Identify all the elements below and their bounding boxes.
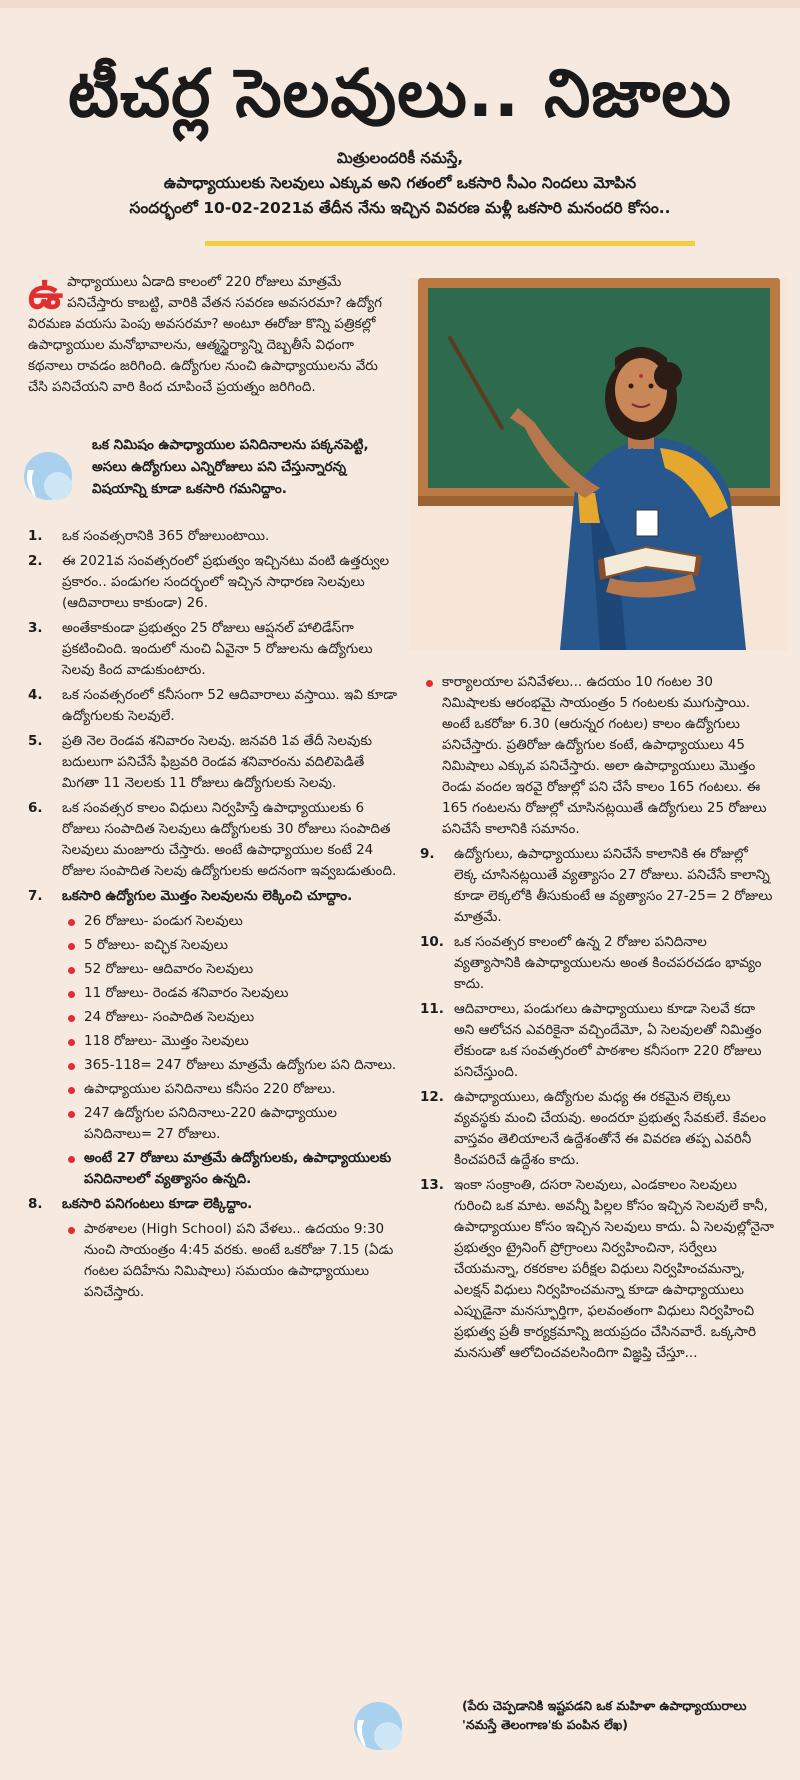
drop-cap: ఉ <box>28 268 64 319</box>
list-item: 6. ఒక సంవత్సర కాలం విధులు నిర్వహిస్తే ఉపాధ్యాయులకు 6 రోజులు సంపాదిత సెలవులు ఉద్యోగులకు 30 రోజులు సంపాదిత సెలవులు మంజూరు చేస్తారు. అంటే ఉపాధ్యాయుల కంటే 24 రోజుల సంపాదిత సెలవు ఉద్యోగులకు అదనంగా ఇవ్వబడుతుంది. <box>28 800 397 879</box>
teacher-illustration <box>410 278 788 650</box>
list-item: 11. ఆదివారాలు, పండుగలు ఉపాధ్యాయులు కూడా సెలవే కదా అని ఆలోచన ఎవరికైనా వచ్చిందేమో, ఏ సెలవులతో నిమిత్తం లేకుండా ఒక సంవత్సరంలో పాఠశాల కనీసంగా 220 రోజులు పనిచేస్తుంది. <box>420 1001 762 1080</box>
numbered-list-left <box>28 526 400 1303</box>
right-column <box>420 672 775 1368</box>
intro-greeting: మిత్రులందరికీ నమస్తే, <box>336 149 464 167</box>
lead-text: పాధ్యాయులు ఏడాది కాలంలో 220 రోజులు మాత్రమే పనిచేస్తారు కాబట్టి, వారికి వేతన సవరణ అవసరమా? ఉద్యోగ విరమణ వయసు పెంపు అవసరమా? అంటూ ఈరోజు కొన్ని పత్రికల్లో ఉపాధ్యాయుల మనోభావాలను, ఆత్మస్థైర్యాన్ని దెబ్బతీసే విధంగా కథనాలు రావడం జరిగింది. ఉద్యోగుల నుంచి ఉపాధ్యాయులను వేరు చేసి పనిచేయని వారి కింద చూపించే ప్రయత్నం జరిగింది. <box>28 274 383 395</box>
list-item: 3. అంతేకాకుండా ప్రభుత్వం 25 రోజులు ఆప్షనల్ హాలిడేస్‌గా ప్రకటించింది. ఇందులో నుంచి ఏవైనా 5 రోజులను ఉద్యోగులు సెలవు కింద వాడుకుంటారు. <box>28 620 373 678</box>
numbered-list-right <box>420 844 775 1364</box>
pull-quote: ఒక నిమిషం ఉపాధ్యాయుల పనిదినాలను పక్కనపెట్టి, అసలు ఉద్యోగులు ఎన్నిరోజులు పని చేస్తున్నారన్న విషయాన్ని కూడా ఒకసారి గమనిద్దాం. <box>92 437 369 497</box>
list-item-7: 7. ఒకసారి ఉద్యోగుల మొత్తం సెలవులను లెక్కించి చూద్దాం. 26 రోజులు- పండుగ సెలవులు 5 రోజులు- ఐచ్ఛిక సెలవులు 52 రోజులు- ఆదివారం సెలవులు 11 రోజులు- రెండవ శనివారం సెలవులు 24 రోజులు- సంపాదిత సెలవులు 118 రోజులు- మొత్తం సెలవులు 365-118= 247 రోజులు మాత్రమే ఉద్యోగుల పని దినాలు. ఉపాధ్యాయుల పనిదినాలు కనీసం 220 రోజులు. 247 ఉద్యోగుల పనిదినాలు-220 ఉపాధ్యాయుల పనిదినాలు= 27 రోజులు. అంటే 27 రోజులు మాత్రమే ఉద్యోగులకు, ఉపాధ్యాయులకు పనిదినాలలో వ్యత్యాసం ఉన్నది. <box>28 886 400 1190</box>
lead-paragraph <box>28 268 400 398</box>
bullet-item: 24 రోజులు- సంపాదిత సెలవులు <box>62 1007 400 1028</box>
id-card <box>636 510 658 536</box>
list-item: 1. ఒక సంవత్సరానికి 365 రోజులుంటాయి. <box>28 528 270 544</box>
intro-line-2: ఉపాధ్యాయులకు సెలవులు ఎక్కువ అని గతంలో ఒకసారి సీఎం నిందలు మోపిన <box>163 174 637 192</box>
item7-heading: ఒకసారి ఉద్యోగుల మొత్తం సెలవులను లెక్కించి చూద్దాం. <box>62 888 353 904</box>
working-hours-list <box>62 1219 400 1303</box>
list-item-8: 8. ఒకసారి పనిగంటలు కూడా లెక్కిద్దాం. పాఠశాలల (High School) పని వేళలు.. ఉదయం 9:30 నుంచి సాయంత్రం 4:45 వరకు. అంటే ఒకరోజు 7.15 (ఏడు గంటల పదిహేను నిమిషాలు) సమయం ఉపాధ్యాయులు పనిచేస్తారు. <box>28 1194 400 1303</box>
list-item: 10. ఒక సంవత్సర కాలంలో ఉన్న 2 రోజుల పనిదినాల వ్యత్యాసానికి ఉపాధ్యాయులను అంత కించపరచడం భావ్యం కాదు. <box>420 934 762 992</box>
list-item: 9. ఉద్యోగులు, ఉపాధ్యాయులు పనిచేసే కాలానికి ఈ రోజుల్లో లెక్క చూసినట్లయితే వ్యత్యాసం 27 రోజులు. పనిచేసే కాలాన్ని కూడా లెక్కలోకి తీసుకుంటే ఆ వ్యత్యాసం 27-25= 2 రోజులు మాత్రమే. <box>420 846 773 925</box>
office-hours-list <box>420 672 775 840</box>
bullet-item: 365-118= 247 రోజులు మాత్రమే ఉద్యోగుల పని దినాలు. <box>62 1055 400 1076</box>
letter-credit: (పేరు చెప్పడానికి ఇష్టపడని ఒక మహిళా ఉపాధ్యాయురాలు 'నమస్తే తెలంగాణ'కు పంపిన లేఖ) <box>462 1698 747 1732</box>
speech-bubble-icon <box>14 450 76 508</box>
yellow-divider <box>205 241 695 246</box>
bullet-item: ఉపాధ్యాయుల పనిదినాలు కనీసం 220 రోజులు. <box>62 1079 400 1100</box>
bullet-item: 26 రోజులు- పండుగ సెలవులు <box>62 911 400 932</box>
bullet-item: కార్యాలయాల పనివేళలు... ఉదయం 10 గంటల 30 నిమిషాలకు ఆరంభమై సాయంత్రం 5 గంటలకు ముగుస్తాయి. అంటే ఒకరోజు 6.30 (ఆరున్నర గంటల) కాలం ఉద్యోగులు పనిచేస్తారు. ప్రతిరోజు ఉద్యోగుల కంటే, ఉపాధ్యాయులు 45 నిమిషాలు ఎక్కువ పనిచేస్తారు. అలా ఉపాధ్యాయులు మొత్తం రెండు వందల ఇరవై రోజుల్లో పని చేసే కాలం 165 గంటలు. ఈ 165 గంటలను రోజుల్లో చూసినట్లయితే ఉద్యోగులు 25 రోజులు పనిచేసే కాలానికి సమానం. <box>420 672 775 840</box>
bullet-item: 118 రోజులు- మొత్తం సెలవులు <box>62 1031 400 1052</box>
speech-bubble-icon <box>344 1698 406 1756</box>
list-item: 12. ఉపాధ్యాయులు, ఉద్యోగుల మధ్య ఈ రకమైన లెక్కలు వ్యవస్థకు మంచి చేయవు. అందరూ ప్రభుత్వ సేవకులే. కేవలం వాస్తవం తెలియాలనే ఉద్దేశంతోనే ఈ వివరణ తప్ప ఎవరినీ కించపరిచే ఉద్దేశం కాదు. <box>420 1089 766 1168</box>
bullet-item: 52 రోజులు- ఆదివారం సెలవులు <box>62 959 400 980</box>
bullet-item-bold: అంటే 27 రోజులు మాత్రమే ఉద్యోగులకు, ఉపాధ్యాయులకు పనిదినాలలో వ్యత్యాసం ఉన్నది. <box>62 1148 400 1190</box>
intro-block <box>30 146 770 221</box>
bullet-item: 247 ఉద్యోగుల పనిదినాలు-220 ఉపాధ్యాయుల పనిదినాలు= 27 రోజులు. <box>62 1103 400 1145</box>
leave-breakdown-list <box>62 911 400 1190</box>
list-item: 5. ప్రతి నెల రెండవ శనివారం సెలవు. జనవరి 1వ తేదీ సెలవుకు బదులుగా పనిచేసే ఫిబ్రవరి రెండవ శనివారంను వదిలిపెడితే మిగతా 11 నెలలకు 11 రోజులు ఉద్యోగులకు సెలవు. <box>28 733 373 791</box>
intro-line-3: సందర్భంలో 10-02-2021వ తేదీన నేను ఇచ్చిన వివరణ మళ్లీ ఒకసారి మనందరి కోసం.. <box>129 199 671 217</box>
list-item: 4. ఒక సంవత్సరంలో కనీసంగా 52 ఆదివారాలు వస్తాయి. ఇవి కూడా ఉద్యోగులకు సెలవులే. <box>28 687 398 724</box>
item8-heading: ఒకసారి పనిగంటలు కూడా లెక్కిద్దాం. <box>62 1196 253 1212</box>
left-column <box>28 268 400 1307</box>
list-item: 13. ఇంకా సంక్రాంతి, దసరా సెలవులు, ఎండకాలం సెలవులు గురించి ఒక మాట. అవన్నీ పిల్లల కోసం ఇచ్చిన సెలవులే కానీ, ఉపాధ్యాయుల కోసం ఇచ్చిన సెలవులు కాదు. ఏ సెలవుల్లోనైనా ప్రభుత్వం ట్రైనింగ్ ప్రోగ్రాంలు నిర్వహించినా, సర్వేలు చేయమన్నా, రకరకాల పరీక్షల విధులు నిర్వహించమన్నా, ఎలక్షన్ విధులు నిర్వహించమన్నా కూడా ఉపాధ్యాయులు ఎప్పుడైనా మనస్ఫూర్తిగా, ఫలవంతంగా విధులు నిర్వహించి ప్రభుత్వ ప్రతీ కార్యక్రమాన్ని జయప్రదం చేసినవారే. ఒక్కసారి మనసుతో ఆలోచించవలసిందిగా విజ్ఞప్తి చేస్తూ... <box>420 1177 775 1361</box>
bullet-item: పాఠశాలల (High School) పని వేళలు.. ఉదయం 9:30 నుంచి సాయంత్రం 4:45 వరకు. అంటే ఒకరోజు 7.15 (ఏడు గంటల పదిహేను నిమిషాలు) సమయం ఉపాధ్యాయులు పనిచేస్తారు. <box>62 1219 400 1303</box>
bullet-item: 5 రోజులు- ఐచ్ఛిక సెలవులు <box>62 935 400 956</box>
headline: టీచర్ల సెలవులు.. నిజాలు <box>68 55 732 133</box>
bullet-item: 11 రోజులు- రెండవ శనివారం సెలవులు <box>62 983 400 1004</box>
top-strip <box>0 0 800 8</box>
list-item: 2. ఈ 2021వ సంవత్సరంలో ప్రభుత్వం ఇచ్చినటు వంటి ఉత్తర్వుల ప్రకారం.. పండుగల సందర్భంలో ఇచ్చిన సాధారణ సెలవులు (ఆదివారాలు కాకుండా) 26. <box>28 553 390 611</box>
